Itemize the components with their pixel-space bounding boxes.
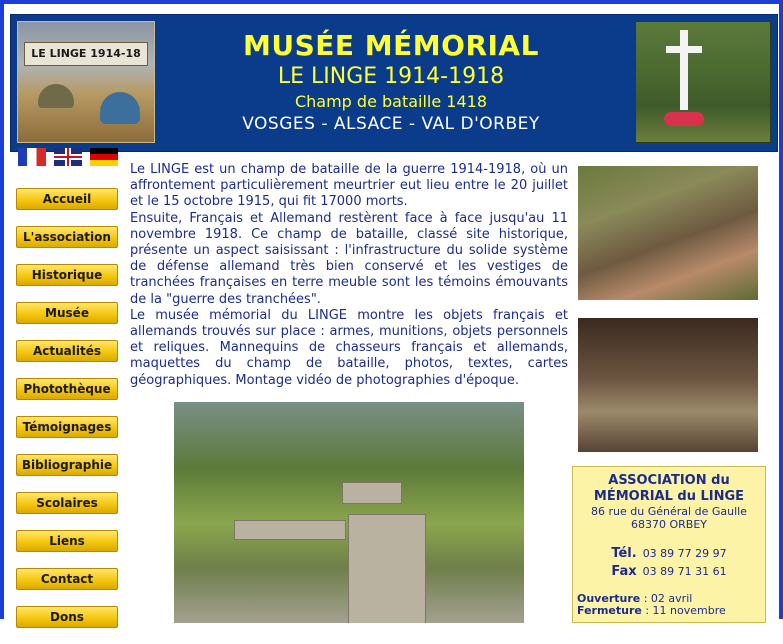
intro-paragraph: Le LINGE est un champ de bataille de la guerre 1914-1918, où un affrontement particulièrement meurtrier eut lieu entre le 20 juillet et le 15 octobre 1915, qui fit 17000 morts. [130,162,568,210]
bunker-graphic [348,514,426,623]
closing-label: Fermeture [577,604,642,617]
opening-date: : 02 avril [643,592,693,605]
flowers-graphic [664,112,704,126]
tel-number: 03 89 77 29 97 [642,547,727,560]
site-subtitle: LE LINGE 1914-1918 [277,64,505,89]
trench-wall-graphic [234,520,346,540]
main-navigation [16,188,118,644]
museum-exhibit-photo[interactable] [578,318,758,452]
french-flag-icon[interactable] [18,148,46,166]
intro-text [130,162,568,389]
trench-photo[interactable] [578,166,758,300]
museum-logo-image[interactable] [17,21,155,143]
intro-paragraph: Ensuite, Français et Allemand restèrent face à face jusqu'au 11 novembre 1918. Ce champ de bataille, classé site historique, présente un aspect saisissant : l'infrastructure du solide système de défense allemand très bien conservé et les vestiges de tranchées françaises en terre meuble sont les témoins émouvants de la "guerre des tranchées". [130,210,568,307]
nav-bibliographie-button[interactable]: Bibliographie [16,454,118,476]
nav-accueil-button[interactable]: Accueil [16,188,118,210]
nav-actualites-button[interactable]: Actualités [16,340,118,362]
banner-titles [161,15,621,134]
memorial-cross-image [635,21,771,143]
cross-icon [680,30,688,110]
trench-wall-graphic [342,482,402,504]
site-title: MUSÉE MÉMORIAL [243,29,539,62]
association-address: 86 rue du Général de Gaulle [591,505,747,518]
closing-date: : 11 novembre [645,604,726,617]
nav-liens-button[interactable]: Liens [16,530,118,552]
helmet-graphic [100,92,140,124]
nav-phototheque-button[interactable]: Photothèque [16,378,118,400]
german-flag-icon[interactable] [90,148,118,166]
opening-label: Ouverture [577,592,641,605]
nav-historique-button[interactable]: Historique [16,264,118,286]
fax-number: 03 89 71 31 61 [642,565,727,578]
site-location: VOSGES - ALSACE - VAL D'ORBEY [242,114,540,134]
tel-label: Tél. [611,546,637,561]
association-title: MÉMORIAL du LINGE [593,489,745,504]
language-selector [18,148,121,167]
association-title: ASSOCIATION du [608,473,730,488]
opening-dates [573,593,765,617]
association-phone [573,545,765,581]
site-banner [10,14,778,152]
nav-contact-button[interactable]: Contact [16,568,118,590]
nav-association-button[interactable]: L'association [16,226,118,248]
intro-paragraph: Le musée mémorial du LINGE montre les objets français et allemands trouvés sur place : armes, munitions, objets personnels et reliques. Mannequins de chasseurs français et allemands, maquettes du champ de bataille, photos, textes, cartes géographiques. Montage vidéo de photographies d'époque. [130,307,568,388]
association-address: 68370 ORBEY [630,518,707,531]
nav-musee-button[interactable]: Musée [16,302,118,324]
nav-dons-button[interactable]: Dons [16,606,118,628]
logo-sign-text: LE LINGE 1914-18 [24,42,148,66]
helmet-graphic [38,84,74,108]
association-contact-box [572,466,766,623]
fax-label: Fax [611,564,637,579]
site-tagline: Champ de bataille 1418 [294,92,488,111]
nav-scolaires-button[interactable]: Scolaires [16,492,118,514]
battlefield-photo[interactable] [174,402,524,623]
nav-temoignages-button[interactable]: Témoignages [16,416,118,438]
cross-beam [666,46,702,53]
english-flag-icon[interactable] [54,148,82,166]
